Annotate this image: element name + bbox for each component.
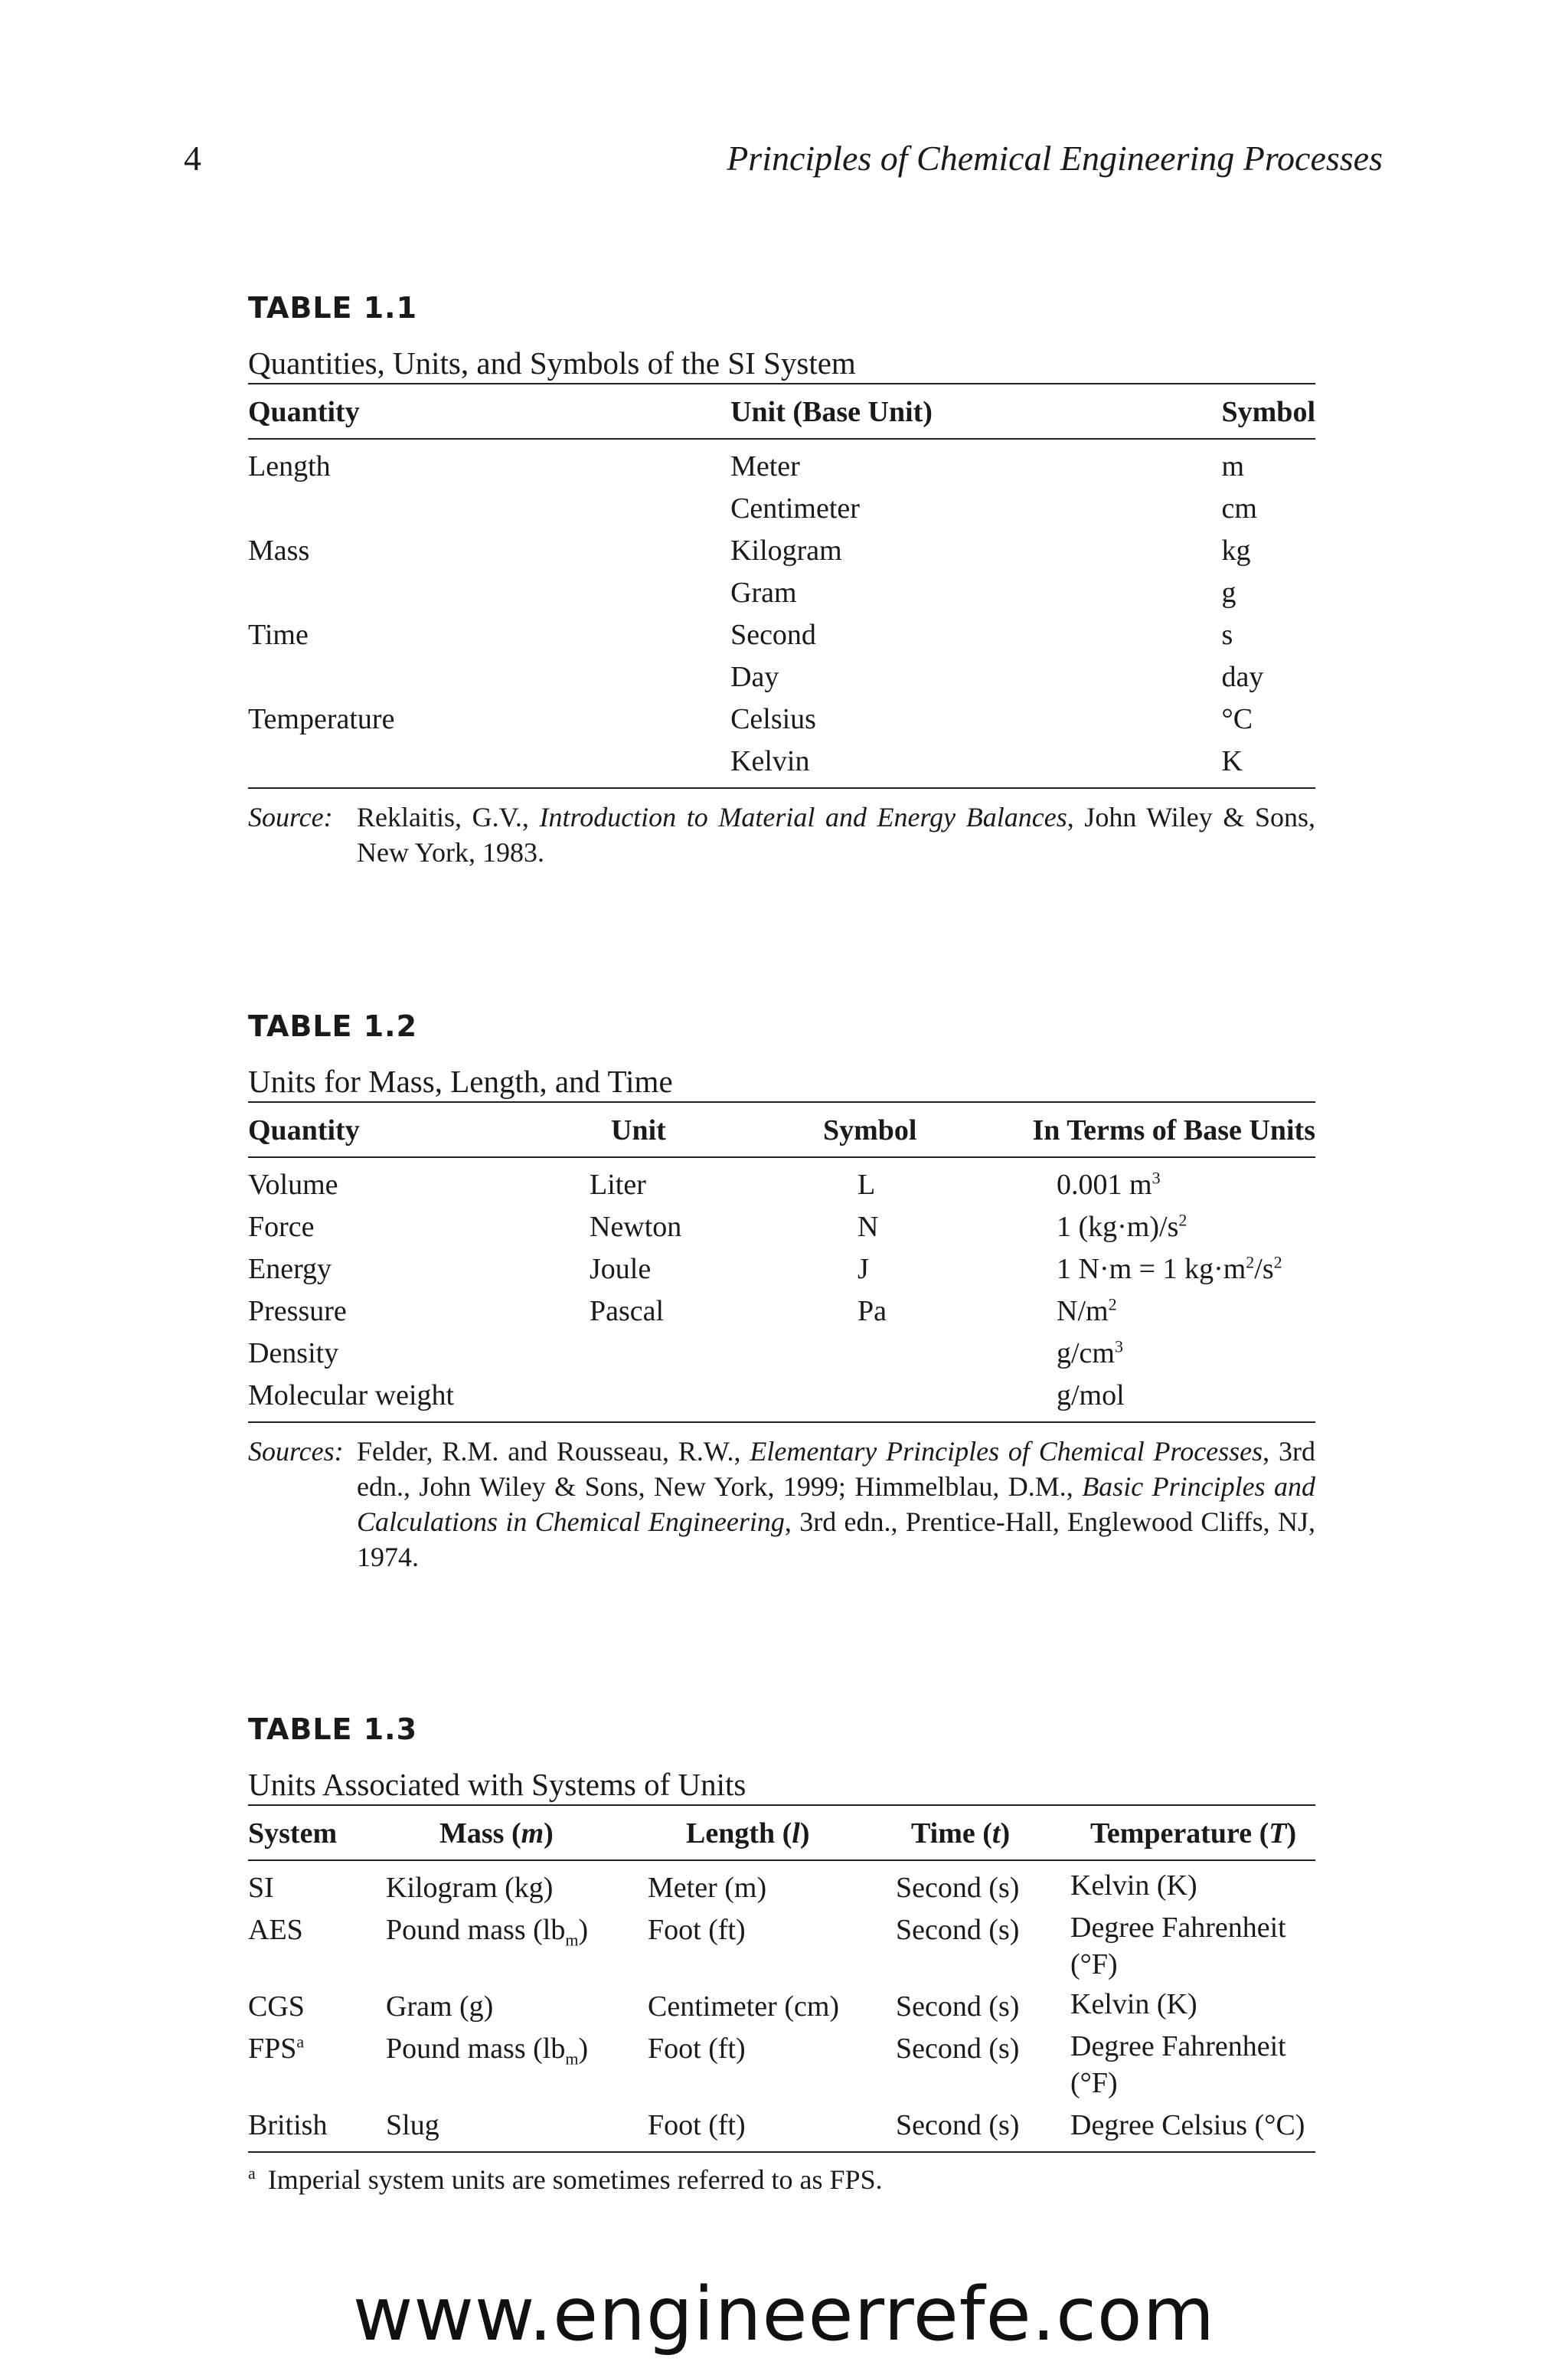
symbol-cell <box>819 1333 1026 1375</box>
table-row <box>248 2028 1315 2105</box>
source-part: Reklaitis, G.V., <box>357 802 540 832</box>
exponent: 2 <box>1246 1252 1255 1272</box>
table-row <box>248 1157 1315 1206</box>
quantity-cell: Length <box>248 450 331 482</box>
exponent: 2 <box>1273 1252 1282 1272</box>
system-cell <box>248 1986 386 2028</box>
column-header: Quantity <box>248 1114 360 1146</box>
table-source <box>248 800 1315 870</box>
temperature-cell: Degree Fahrenheit (°F) <box>1070 1912 1286 1980</box>
quantity-cell: Temperature <box>248 703 395 735</box>
temperature-cell: Degree Celsius (°C) <box>1070 2109 1305 2141</box>
footnote-mark: a <box>248 2164 256 2183</box>
bottom-rule <box>248 787 1315 789</box>
mass-text: Slug <box>386 2109 439 2141</box>
column-header-length <box>648 1806 896 1860</box>
header-variable: l <box>792 1817 800 1850</box>
mass-text: Kilogram (kg) <box>386 1872 554 1904</box>
column-header-system <box>248 1806 386 1860</box>
unit-cell: Kilogram <box>730 535 842 567</box>
mass-cell <box>386 1986 648 2028</box>
system-cell <box>248 1909 386 1986</box>
quantity-cell: Force <box>248 1211 315 1243</box>
quantity-cell <box>248 656 730 698</box>
header-variable: T <box>1269 1817 1287 1850</box>
source-part: , 3rd edn., John Wiley & Sons, New York, 1999; Himmelblau, D.M., <box>357 1436 1315 1502</box>
quantity-cell: Time <box>248 619 309 651</box>
unit-cell: Pascal <box>590 1295 665 1327</box>
table-1-1 <box>248 291 1315 870</box>
source-text <box>357 800 1315 870</box>
unit-cell <box>590 1375 819 1421</box>
time-cell: Second (s) <box>896 1990 1020 2023</box>
table-row <box>248 1860 1315 1909</box>
table-row <box>248 741 1315 787</box>
page-number: 4 <box>184 139 201 178</box>
quantity-cell: Energy <box>248 1253 332 1285</box>
time-cell: Second (s) <box>896 1872 1020 1904</box>
table-row <box>248 1909 1315 1986</box>
system-cell <box>248 2028 386 2105</box>
mass-cell <box>386 2028 648 2105</box>
subscript: m <box>565 1930 579 1950</box>
table-row <box>248 530 1315 572</box>
table-row <box>248 614 1315 656</box>
page-header <box>184 138 1383 184</box>
source-book-title: Basic Principles and Calculations in Chemical Engineering <box>357 1471 1315 1537</box>
unit-cell: Day <box>730 661 779 693</box>
header-text: ) <box>799 1817 810 1850</box>
symbol-cell: s <box>1221 619 1233 651</box>
table-label: TABLE 1.3 <box>248 1712 418 1746</box>
running-title: Principles of Chemical Engineering Processes <box>727 139 1383 178</box>
system-name: CGS <box>248 1990 305 2023</box>
unit-cell: Liter <box>590 1169 646 1201</box>
base-units-cell <box>1026 1206 1315 1248</box>
column-header: Quantity <box>248 396 360 428</box>
symbol-cell: L <box>858 1169 876 1201</box>
mass-text: ) <box>578 2033 589 2065</box>
column-header: Symbol <box>1221 396 1315 428</box>
table-row <box>248 439 1315 488</box>
base-text: 1 N·m = 1 kg·m <box>1057 1253 1246 1285</box>
source-part: , 3rd edn., Prentice-Hall, Englewood Cliffs, NJ, 1974. <box>357 1506 1315 1572</box>
sources-text <box>357 1434 1315 1575</box>
table-caption: Units Associated with Systems of Units <box>248 1767 746 1802</box>
sources-label: Sources: <box>248 1436 344 1467</box>
base-text: 0.001 m <box>1057 1169 1152 1201</box>
table-row <box>248 488 1315 530</box>
symbol-cell: J <box>858 1253 869 1285</box>
header-text: Temperature ( <box>1090 1817 1269 1850</box>
header-text: Time ( <box>911 1817 992 1850</box>
subscript: m <box>565 2049 579 2069</box>
symbol-cell: day <box>1221 661 1264 693</box>
header-variable: t <box>991 1817 1001 1850</box>
system-name: AES <box>248 1914 303 1946</box>
table-sources <box>248 1434 1315 1575</box>
column-header: Unit (Base Unit) <box>730 396 933 428</box>
quantity-cell: Mass <box>248 535 310 567</box>
symbol-cell: cm <box>1221 492 1257 525</box>
exponent: 2 <box>1178 1210 1187 1230</box>
table-row <box>248 1986 1315 2028</box>
mass-cell <box>386 1909 648 1986</box>
table-row <box>248 1375 1315 1421</box>
table-1-3 <box>248 1712 1315 2196</box>
watermark: www.engineerrefe.com <box>352 2272 1216 2357</box>
length-cell: Meter (m) <box>648 1872 767 1904</box>
exponent: 3 <box>1152 1168 1161 1188</box>
quantity-cell: Pressure <box>248 1295 347 1327</box>
temperature-cell: Degree Fahrenheit (°F) <box>1070 2030 1286 2099</box>
footnote-mark: a <box>296 2032 305 2052</box>
unit-cell <box>590 1333 819 1375</box>
column-header-mass <box>386 1806 648 1860</box>
table-label: TABLE 1.2 <box>248 1009 418 1043</box>
header-variable: m <box>521 1817 544 1850</box>
quantity-cell: Density <box>248 1337 339 1369</box>
time-cell: Second (s) <box>896 2033 1020 2065</box>
unit-cell: Joule <box>590 1253 652 1285</box>
symbol-cell <box>819 1375 1026 1421</box>
table-label: TABLE 1.1 <box>248 291 418 325</box>
source-book-title: Introduction to Material and Energy Balances <box>539 802 1067 832</box>
unit-cell: Newton <box>590 1211 682 1243</box>
unit-cell: Celsius <box>730 703 816 735</box>
base-units-cell <box>1026 1333 1315 1375</box>
system-name: SI <box>248 1872 274 1904</box>
symbol-cell: m <box>1221 450 1245 482</box>
base-text: g/cm <box>1057 1337 1115 1369</box>
bottom-rule <box>248 2151 1315 2153</box>
column-header: In Terms of Base Units <box>1032 1114 1315 1146</box>
table-row <box>248 1333 1315 1375</box>
table-1-2 <box>248 1009 1315 1575</box>
symbol-cell: N <box>858 1211 879 1243</box>
unit-cell: Meter <box>730 450 800 482</box>
temperature-cell: Kelvin (K) <box>1070 1988 1197 2020</box>
symbol-cell: K <box>1221 745 1243 777</box>
footnote-text: Imperial system units are sometimes referred to as FPS. <box>267 2164 883 2195</box>
quantity-cell <box>248 572 730 614</box>
system-name: FPS <box>248 2033 297 2065</box>
unit-cell: Kelvin <box>730 745 810 777</box>
table-caption: Quantities, Units, and Symbols of the SI System <box>248 345 856 381</box>
source-label: Source: <box>248 802 333 832</box>
system-name: British <box>248 2109 328 2141</box>
mass-cell <box>386 2105 648 2151</box>
header-row <box>248 384 1315 439</box>
si-units-table <box>248 384 1315 787</box>
table-row <box>248 1290 1315 1333</box>
table-row <box>248 1248 1315 1290</box>
table-row <box>248 656 1315 698</box>
source-book-title: Elementary Principles of Chemical Processes <box>750 1436 1263 1467</box>
header-row <box>248 1103 1315 1157</box>
symbol-cell: g <box>1221 577 1236 609</box>
mass-text: Pound mass (lb <box>386 2033 566 2065</box>
table-caption: Units for Mass, Length, and Time <box>248 1064 673 1099</box>
header-text: Length ( <box>686 1817 792 1850</box>
header-text: ) <box>1286 1817 1297 1850</box>
column-header: Unit <box>611 1114 666 1146</box>
time-cell: Second (s) <box>896 2109 1020 2141</box>
column-header: Symbol <box>823 1114 917 1146</box>
unit-cell: Gram <box>730 577 797 609</box>
mass-text: Gram (g) <box>386 1990 494 2023</box>
temperature-cell: Kelvin (K) <box>1070 1869 1197 1902</box>
base-text: /s <box>1254 1253 1274 1285</box>
length-cell: Centimeter (cm) <box>648 1990 840 2023</box>
time-cell: Second (s) <box>896 1914 1020 1946</box>
column-header-time <box>896 1806 1070 1860</box>
mass-length-time-table <box>248 1103 1315 1421</box>
symbol-cell: °C <box>1221 703 1253 735</box>
table-row <box>248 1206 1315 1248</box>
base-units-cell <box>1026 1157 1315 1206</box>
table-row <box>248 572 1315 614</box>
header-text: ) <box>1000 1817 1011 1850</box>
length-cell: Foot (ft) <box>648 2109 746 2141</box>
exponent: 3 <box>1114 1336 1123 1356</box>
unit-cell: Centimeter <box>730 492 860 525</box>
quantity-cell: Volume <box>248 1169 338 1201</box>
length-cell: Foot (ft) <box>648 1914 746 1946</box>
table-footnote <box>248 2164 1315 2196</box>
header-text: System <box>248 1817 338 1850</box>
mass-text: ) <box>578 1914 589 1946</box>
symbol-cell: kg <box>1221 535 1251 567</box>
base-text: g/mol <box>1057 1379 1125 1411</box>
systems-of-units-table <box>248 1806 1315 2151</box>
header-row <box>248 1806 1315 1860</box>
system-cell <box>248 2105 386 2151</box>
header-text: ) <box>544 1817 554 1850</box>
header-text: Mass ( <box>439 1817 521 1850</box>
table-row <box>248 698 1315 741</box>
base-text: 1 (kg·m)/s <box>1057 1211 1179 1243</box>
source-part: , John Wiley & Sons, New York, 1983. <box>357 802 1316 868</box>
base-units-cell <box>1026 1375 1315 1421</box>
quantity-cell <box>248 488 730 530</box>
base-units-cell <box>1026 1248 1315 1290</box>
base-units-cell <box>1026 1290 1315 1333</box>
quantity-cell <box>248 741 730 787</box>
mass-text: Pound mass (lb <box>386 1914 566 1946</box>
base-text: N/m <box>1057 1295 1109 1327</box>
bottom-rule <box>248 1421 1315 1423</box>
exponent: 2 <box>1108 1294 1117 1314</box>
source-part: Felder, R.M. and Rousseau, R.W., <box>357 1436 750 1467</box>
length-cell: Foot (ft) <box>648 2033 746 2065</box>
symbol-cell: Pa <box>858 1295 887 1327</box>
table-row <box>248 2105 1315 2151</box>
quantity-cell: Molecular weight <box>248 1379 455 1411</box>
unit-cell: Second <box>730 619 816 651</box>
column-header-temperature <box>1070 1806 1315 1860</box>
system-cell <box>248 1860 386 1909</box>
mass-cell <box>386 1860 648 1909</box>
